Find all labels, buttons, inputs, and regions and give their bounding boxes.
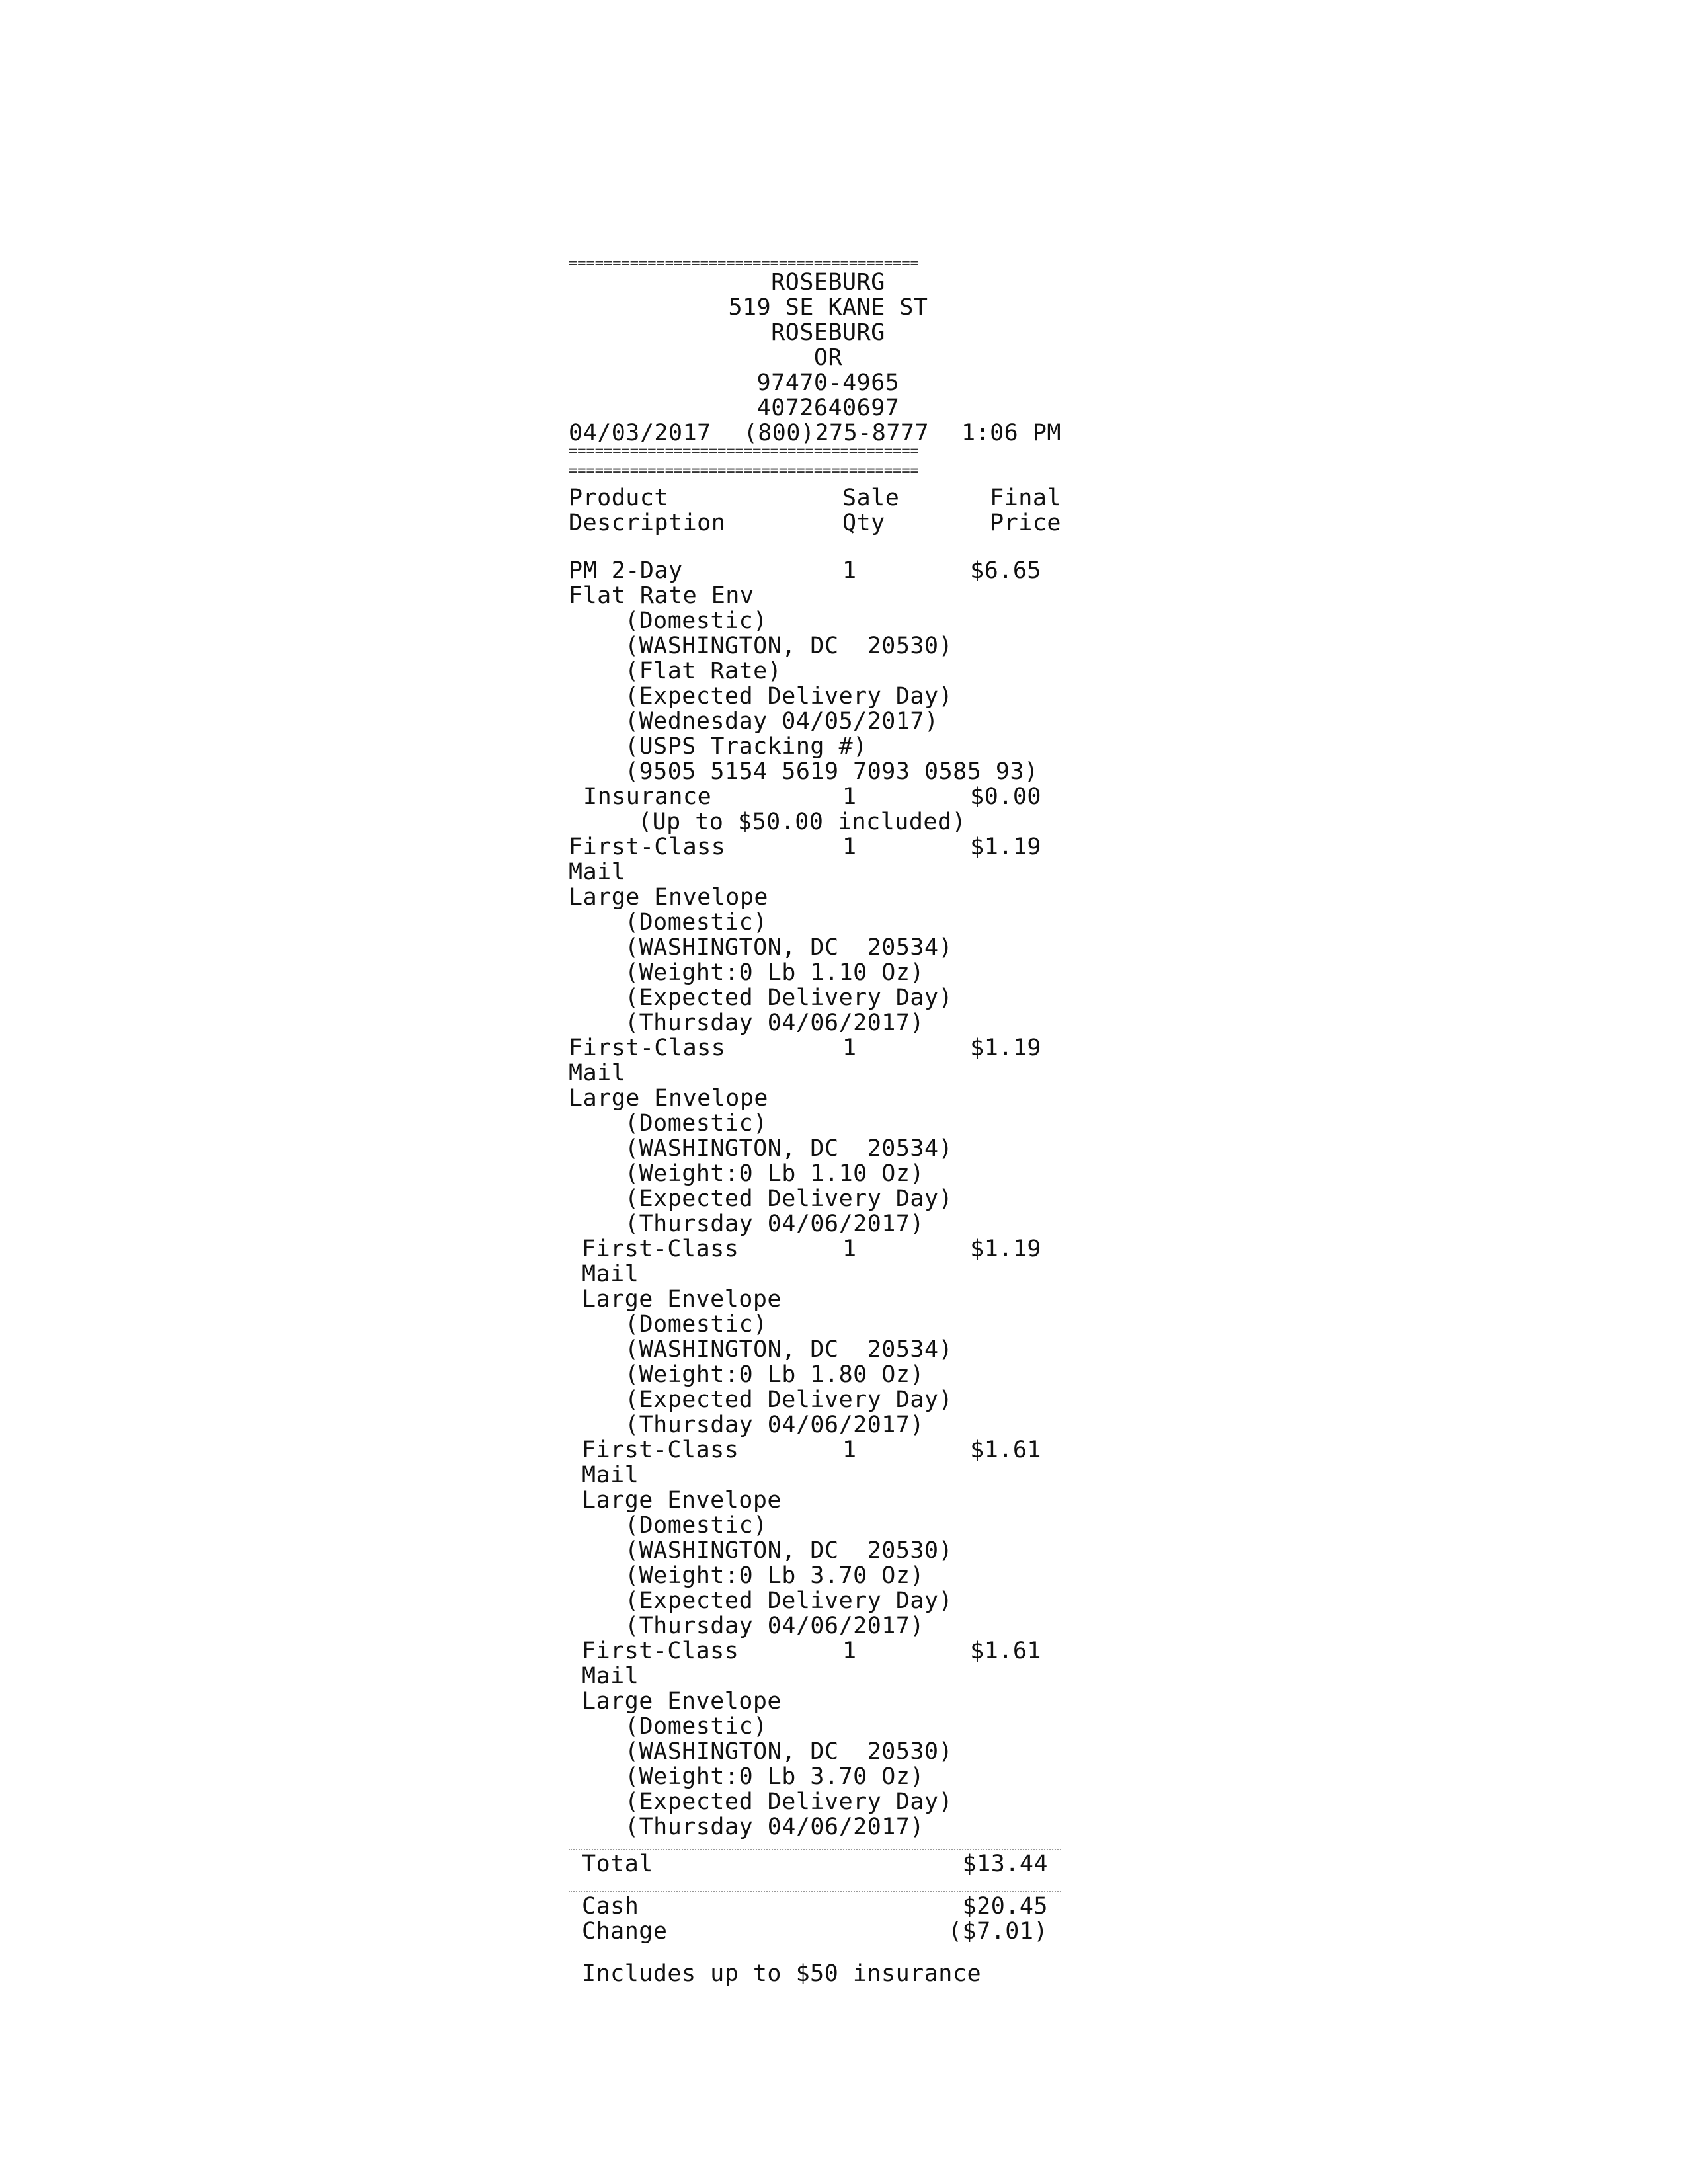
item-detail: (Weight:0 Lb 3.70 Oz) — [625, 1763, 925, 1790]
item-qty: 1 — [842, 1035, 857, 1061]
item-price: $1.61 — [970, 1437, 1041, 1463]
insurance-row — [569, 784, 1061, 809]
item-detail: (Wednesday 04/05/2017) — [625, 708, 939, 735]
item-name-line3: Large Envelope — [569, 884, 769, 910]
store-zip: 97470-4965 — [756, 370, 900, 396]
item-price: $1.19 — [970, 834, 1041, 860]
item-detail: (Expected Delivery Day) — [625, 1387, 953, 1413]
insurance-footnote: Includes up to $50 insurance — [582, 1961, 982, 1987]
item-detail: (WASHINGTON, DC 20534) — [625, 1336, 953, 1363]
store-street: 519 SE KANE ST — [728, 294, 928, 321]
change-row — [569, 1919, 1061, 1944]
item-name-line2: Mail — [582, 1462, 639, 1488]
date-row — [569, 421, 1061, 446]
item-detail: (WASHINGTON, DC 20534) — [625, 934, 953, 961]
store-state: OR — [813, 344, 843, 371]
line-item — [569, 834, 1061, 1035]
item-name: First-Class — [582, 1236, 739, 1262]
item-detail: (USPS Tracking #) — [625, 733, 867, 760]
item-price: $1.61 — [970, 1638, 1041, 1664]
line-item — [569, 1035, 1061, 1236]
item-detail: (WASHINGTON, DC 20530) — [625, 633, 953, 659]
item-name: First-Class — [582, 1437, 739, 1463]
insurance-item — [569, 784, 1061, 834]
item-detail: (Weight:0 Lb 1.10 Oz) — [625, 959, 925, 986]
item-name-line2: Mail — [569, 1060, 626, 1086]
item-detail: (Weight:0 Lb 1.80 Oz) — [625, 1361, 925, 1388]
receipt-date: 04/03/2017 — [569, 420, 711, 446]
item-detail: (Weight:0 Lb 1.10 Oz) — [625, 1160, 925, 1187]
item-price: $1.19 — [970, 1035, 1041, 1061]
item-qty: 1 — [842, 1236, 857, 1262]
item-name-line3: Large Envelope — [582, 1688, 782, 1715]
item-qty: 1 — [842, 1437, 857, 1463]
line-item — [569, 558, 1061, 784]
item-row — [569, 558, 1061, 583]
insurance-price: $0.00 — [970, 784, 1041, 810]
item-name-line2: Mail — [569, 859, 626, 885]
col-price-line1: Final — [990, 485, 1061, 511]
item-row — [582, 1236, 1061, 1262]
item-name: First-Class — [569, 1035, 726, 1061]
item-qty: 1 — [842, 834, 857, 860]
cash-row — [569, 1894, 1061, 1919]
item-detail: (Domestic) — [625, 1311, 768, 1338]
cash-value: $20.45 — [962, 1893, 1048, 1920]
item-detail: (Domestic) — [625, 1110, 768, 1137]
item-price: $1.19 — [970, 1236, 1041, 1262]
cash-label: Cash — [582, 1893, 639, 1920]
item-detail: (Expected Delivery Day) — [625, 683, 953, 709]
item-name: PM 2-Day — [569, 557, 683, 584]
line-item — [569, 1437, 1061, 1638]
payment-divider — [569, 1891, 1061, 1892]
item-detail: (Thursday 04/06/2017) — [625, 1211, 925, 1237]
item-detail: (Domestic) — [625, 608, 768, 634]
column-headers — [569, 485, 1061, 536]
col-qty-line1: Sale — [842, 485, 900, 511]
col-qty-line2: Qty — [842, 510, 885, 536]
top-rule: ======================================== — [569, 258, 919, 270]
item-detail: (Domestic) — [625, 1512, 768, 1539]
total-value: $13.44 — [962, 1851, 1048, 1877]
item-row — [582, 1638, 1061, 1664]
item-detail: (9505 5154 5619 7093 0585 93) — [625, 758, 1039, 785]
col-product-line1: Product — [569, 485, 669, 511]
item-detail: (Thursday 04/06/2017) — [625, 1814, 925, 1840]
item-detail: (WASHINGTON, DC 20534) — [625, 1135, 953, 1162]
insurance-detail: (Up to $50.00 included) — [638, 809, 967, 835]
item-detail: (WASHINGTON, DC 20530) — [625, 1738, 953, 1765]
total-row — [569, 1851, 1061, 1877]
item-detail: (Expected Delivery Day) — [625, 1789, 953, 1815]
change-value: ($7.01) — [947, 1918, 1048, 1945]
item-detail: (Expected Delivery Day) — [625, 1186, 953, 1212]
store-city: ROSEBURG — [771, 319, 885, 346]
total-label: Total — [582, 1851, 653, 1877]
line-item — [569, 1638, 1061, 1840]
store-id: 4072640697 — [756, 395, 900, 421]
item-detail: (Weight:0 Lb 3.70 Oz) — [625, 1562, 925, 1589]
insurance-name: Insurance — [583, 784, 712, 810]
item-row — [569, 1035, 1061, 1061]
item-detail: (Expected Delivery Day) — [625, 985, 953, 1011]
item-detail: (Domestic) — [625, 909, 768, 936]
col-product-line2: Description — [569, 510, 726, 536]
change-label: Change — [582, 1918, 668, 1945]
store-phone: (800)275-8777 — [743, 420, 930, 446]
line-item — [569, 1236, 1061, 1437]
item-row — [582, 1437, 1061, 1463]
col-qty — [833, 485, 945, 536]
receipt — [569, 258, 1061, 1986]
receipt-time: 1:06 PM — [961, 420, 1061, 446]
item-name: First-Class — [582, 1638, 739, 1664]
item-detail: (Thursday 04/06/2017) — [625, 1412, 925, 1438]
item-detail: (Domestic) — [625, 1713, 768, 1740]
col-price-line2: Price — [990, 510, 1061, 536]
item-detail: (Flat Rate) — [625, 658, 782, 684]
store-name: ROSEBURG — [771, 269, 885, 296]
store-header — [569, 270, 1061, 421]
item-name-line2: Flat Rate Env — [569, 583, 754, 609]
col-price — [945, 485, 1061, 536]
rule-2: ======================================== — [569, 465, 919, 477]
item-row — [569, 834, 1061, 860]
item-detail: (WASHINGTON, DC 20530) — [625, 1537, 953, 1564]
item-price: $6.65 — [970, 557, 1041, 584]
item-detail: (Thursday 04/06/2017) — [625, 1010, 925, 1036]
item-detail: (Thursday 04/06/2017) — [625, 1613, 925, 1639]
item-qty: 1 — [842, 1638, 857, 1664]
item-qty: 1 — [842, 557, 857, 584]
col-product — [569, 485, 833, 536]
gap — [569, 536, 1061, 558]
total-divider — [569, 1849, 1061, 1850]
insurance-qty: 1 — [842, 784, 857, 810]
rule-1: ======================================== — [569, 446, 919, 458]
item-name-line3: Large Envelope — [582, 1286, 782, 1313]
item-name-line2: Mail — [582, 1663, 639, 1689]
item-name-line3: Large Envelope — [582, 1487, 782, 1514]
item-name-line2: Mail — [582, 1261, 639, 1287]
item-detail: (Expected Delivery Day) — [625, 1588, 953, 1614]
item-name-line3: Large Envelope — [569, 1085, 769, 1112]
item-name: First-Class — [569, 834, 726, 860]
